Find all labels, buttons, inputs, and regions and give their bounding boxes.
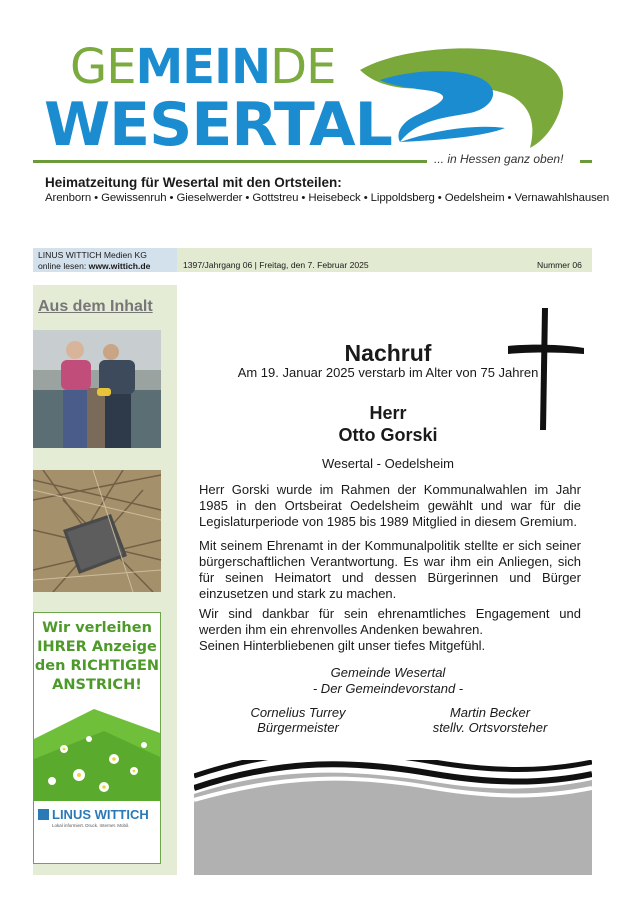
obituary-intro: Am 19. Januar 2025 verstarb im Alter von 75 Jahren	[237, 365, 539, 380]
online-url[interactable]: www.wittich.de	[88, 261, 151, 271]
obituary-paragraph-3a: Wir sind dankbar für sein ehrenamtliches Engagement und werden ihm ein ehrenvolles Andenken bewahren.	[199, 606, 581, 637]
masthead-title-line1	[70, 40, 335, 94]
sender-line-2: - Der Gemeindevorstand -	[312, 681, 464, 696]
photo-stone-in-reeds[interactable]	[33, 470, 161, 592]
linus-wittich-logo-icon	[38, 809, 49, 820]
obituary-heading: Nachruf	[344, 340, 432, 366]
issue-number: Nummer 06	[537, 260, 582, 270]
photo-men-with-stone[interactable]	[33, 330, 161, 448]
signer-2	[420, 705, 560, 735]
title-part-ge: GE	[70, 39, 136, 95]
signer-1-name: Cornelius Turrey	[250, 705, 346, 720]
online-read-line	[38, 261, 150, 271]
ad-line: IHRER Anzeige	[37, 639, 157, 655]
ad-headline	[34, 619, 160, 695]
title-part-mein: MEIN	[135, 39, 271, 95]
obituary-paragraph-2: Mit seinem Ehrenamt in der Kommunalpolitik stellte er sich seiner bürgerschaftlichen Verantwortung. Es war ihm ein Anliegen, sich für seinen Heimatort und dessen Bürgerinnen und Bürger einzusetzen und stark zu machen.	[199, 538, 581, 601]
online-label: online lesen:	[38, 261, 89, 271]
masthead-rule-end	[580, 160, 592, 163]
obituary-paragraph-1: Herr Gorski wurde im Rahmen der Kommunalwahlen im Jahr 1985 in den Ortsbeirat Oedelsheim gewählt und war für die Legislaturperiode von 1985 bis 1989 Mitglied in diesem Gremium.	[199, 482, 581, 529]
issue-info: 1397/Jahrgang 06 | Freitag, den 7. Februar 2025	[183, 260, 369, 270]
obituary-paragraph-3b: Seinen Hinterbliebenen gilt unser tiefes Mitgefühl.	[199, 638, 486, 653]
districts-list: Arenborn • Gewissenruh • Gieselwerder • Gottstreu • Heisebeck • Lippoldsberg • Oedelsheim • Vernawahlshausen	[45, 192, 610, 204]
sender-line-1: Gemeinde Wesertal	[330, 665, 446, 680]
signer-1	[236, 705, 360, 735]
ad-logo-text: LINUS WITTICH	[52, 807, 149, 822]
obituary-paragraph-3	[199, 606, 581, 654]
ad-tagline: Lokal informiert. Druck. Internet. Mobil.	[52, 823, 130, 828]
masthead-title-line2: WESERTAL	[44, 90, 392, 160]
slogan: ... in Hessen ganz oben!	[434, 152, 564, 166]
title-part-de: DE	[270, 39, 336, 95]
ad-line: ANSTRICH!	[52, 677, 142, 693]
ad-meadow-image	[34, 709, 160, 801]
salutation: Herr	[369, 403, 407, 423]
obituary-sender	[290, 665, 486, 697]
deceased-name: Otto Gorski	[338, 425, 438, 445]
ad-line: den RICHTIGEN	[34, 658, 160, 674]
deceased-name-block	[300, 402, 476, 446]
signer-1-title: Bürgermeister	[257, 720, 339, 735]
signer-2-title: stellv. Ortsvorsteher	[432, 720, 548, 735]
river-logo-icon	[355, 40, 585, 155]
signer-2-name: Martin Becker	[449, 705, 531, 720]
ad-line: Wir verleihen	[42, 620, 152, 636]
decorative-wave-footer	[194, 760, 592, 875]
obituary-place: Wesertal - Oedelsheim	[322, 456, 454, 471]
masthead-rule	[33, 160, 427, 163]
subtitle: Heimatzeitung für Wesertal mit den Ortsteilen:	[45, 175, 342, 190]
publisher-name: LINUS WITTICH Medien KG	[38, 250, 147, 260]
advertisement-box[interactable]	[33, 612, 161, 864]
sidebar-heading: Aus dem Inhalt	[38, 298, 153, 315]
